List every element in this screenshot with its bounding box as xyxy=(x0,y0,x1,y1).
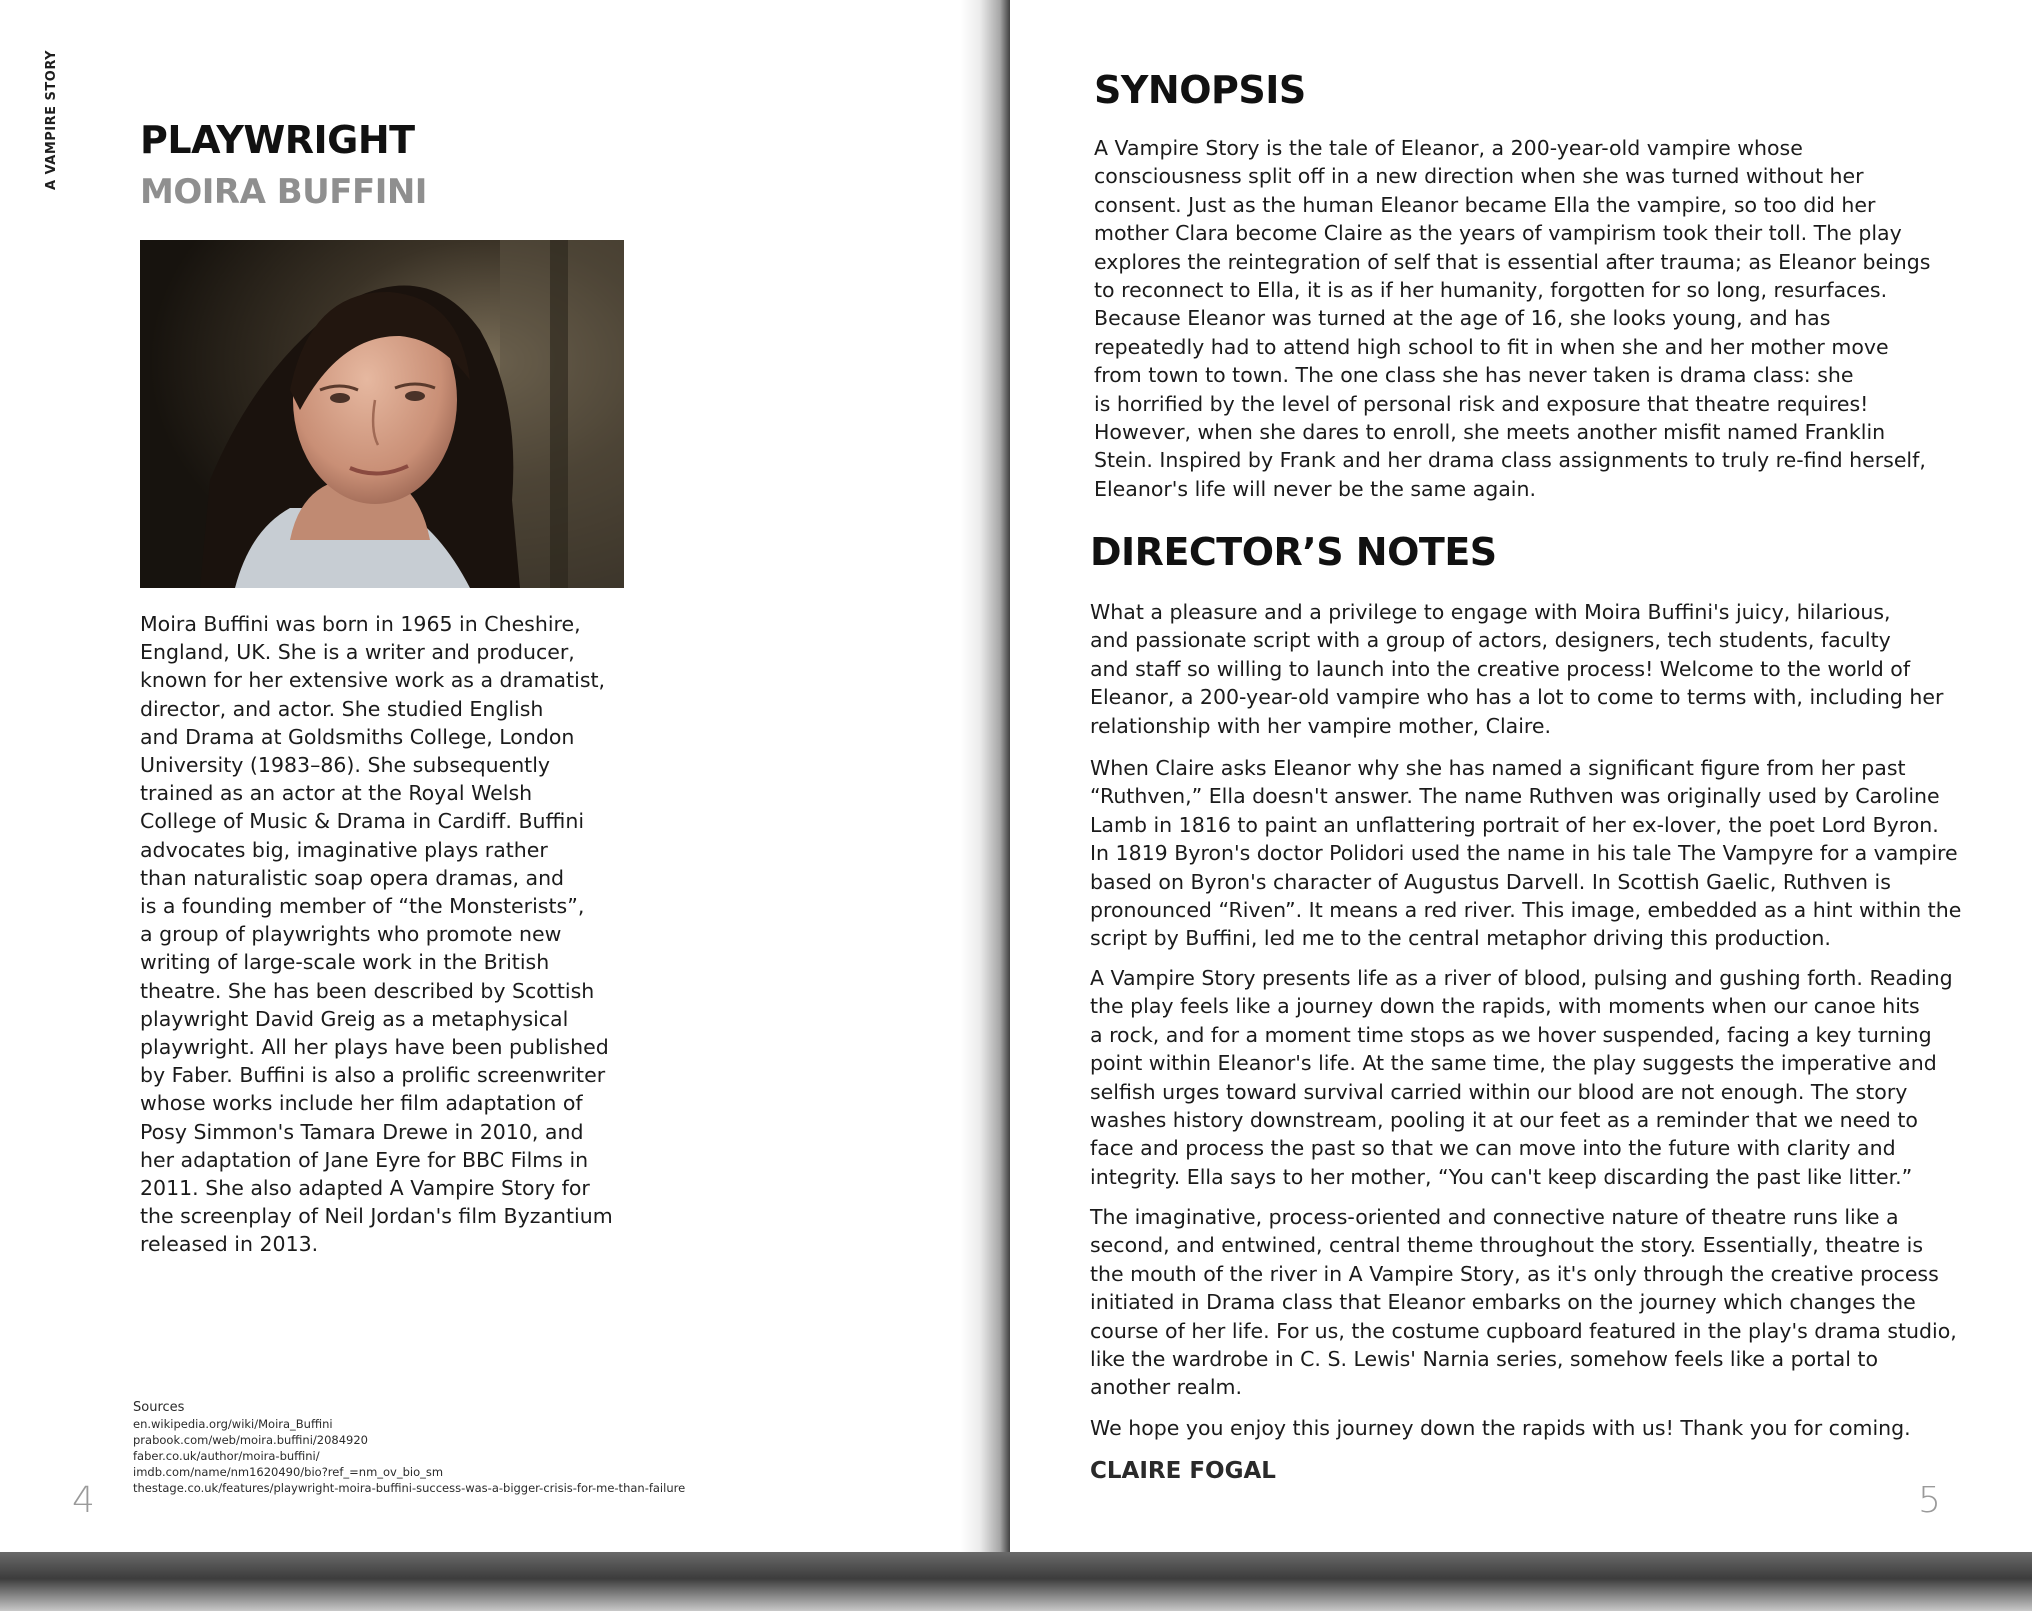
bio-line: a group of playwrights who promote new xyxy=(140,922,562,947)
synopsis-line: consent. Just as the human Eleanor became Ella the vampire, so too did her xyxy=(1094,192,1876,217)
notes-line: relationship with her vampire mother, Claire. xyxy=(1090,713,1552,738)
notes-line: washes history downstream, pooling it at our feet as a reminder that we need to xyxy=(1090,1108,1918,1133)
notes-line: like the wardrobe in C. S. Lewis' Narnia series, somehow feels like a portal to xyxy=(1090,1347,1878,1372)
bio-line: whose works include her film adaptation of xyxy=(140,1091,583,1116)
notes-line: another realm. xyxy=(1090,1375,1243,1400)
page-number-left: 4 xyxy=(72,1480,95,1521)
bio-line: advocates big, imaginative plays rather xyxy=(140,837,548,862)
synopsis-line: explores the reintegration of self that is essential after trauma; as Eleanor beings xyxy=(1094,249,1931,274)
synopsis-line: Stein. Inspired by Frank and her drama class assignments to truly re-find herself, xyxy=(1094,448,1926,473)
notes-line: and passionate script with a group of actors, designers, tech students, faculty xyxy=(1090,628,1891,653)
synopsis-line: to reconnect to Ella, it is as if her humanity, forgotten for so long, resurfaces. xyxy=(1094,278,1888,303)
bio-line: University (1983–86). She subsequently xyxy=(140,753,551,778)
bio-line: and Drama at Goldsmiths College, London xyxy=(140,724,575,749)
notes-line: the play feels like a journey down the rapids, with moments when our canoe hits xyxy=(1090,994,1920,1019)
notes-line: point within Eleanor's life. At the same time, the play suggests the imperative and xyxy=(1090,1051,1937,1076)
notes-line: initiated in Drama class that Eleanor embarks on the journey which changes the xyxy=(1090,1290,1916,1315)
bio-line: the screenplay of Neil Jordan's film Byzantium xyxy=(140,1204,613,1229)
bio-line: playwright. All her plays have been published xyxy=(140,1035,609,1060)
notes-line: In 1819 Byron's doctor Polidori used the name in his tale The Vampyre for a vampire xyxy=(1090,841,1958,866)
notes-line: selfish urges toward survival carried within our blood are not enough. The story xyxy=(1090,1079,1908,1104)
notes-line: The imaginative, process-oriented and connective nature of theatre runs like a xyxy=(1090,1205,1899,1229)
synopsis-line: Because Eleanor was turned at the age of 16, she looks young, and has xyxy=(1094,306,1831,331)
bio-line: theatre. She has been described by Scottish xyxy=(140,978,595,1003)
notes-line: integrity. Ella says to her mother, “You can't keep discarding the past like litter.” xyxy=(1090,1164,1913,1189)
bio-line: writing of large-scale work in the British xyxy=(140,950,550,975)
notes-line: based on Byron's character of Augustus Darvell. In Scottish Gaelic, Ruthven is xyxy=(1090,869,1891,894)
bio-line: by Faber. Buffini is also a prolific screenwriter xyxy=(140,1063,606,1088)
directors-notes-heading: DIRECTOR’S NOTES xyxy=(1090,530,1497,574)
bio-line: than naturalistic soap opera dramas, and xyxy=(140,865,565,890)
notes-line: Eleanor, a 200-year-old vampire who has a lot to come to terms with, including her xyxy=(1090,685,1944,710)
bio-line: England, UK. She is a writer and producer, xyxy=(140,640,575,665)
sources-list xyxy=(133,1400,685,1496)
playwright-portrait-photo xyxy=(140,240,624,588)
synopsis-line: consciousness split off in a new direction when she was turned without her xyxy=(1094,164,1864,189)
notes-line: pronounced “Riven”. It means a red river. This image, embedded as a hint within the xyxy=(1090,898,1962,923)
synopsis-text xyxy=(1094,134,1930,503)
notes-line: We hope you enjoy this journey down the rapids with us! Thank you for coming. xyxy=(1090,1416,1911,1440)
source-link: faber.co.uk/author/moira-buffini/ xyxy=(133,1449,320,1463)
notes-line: and staff so willing to launch into the creative process! Welcome to the world of xyxy=(1090,656,1911,681)
notes-line: A Vampire Story presents life as a river of blood, pulsing and gushing forth. Reading xyxy=(1090,966,1953,990)
source-link: imdb.com/name/nm1620490/bio?ref_=nm_ov_bio_sm xyxy=(133,1465,444,1479)
notes-line: When Claire asks Eleanor why she has named a significant figure from her past xyxy=(1090,756,1906,780)
synopsis-line: Eleanor's life will never be the same again. xyxy=(1094,476,1537,501)
playwright-heading: PLAYWRIGHT xyxy=(140,118,415,162)
bio-line: released in 2013. xyxy=(140,1232,319,1257)
synopsis-heading: SYNOPSIS xyxy=(1094,68,1306,112)
scan-bottom-edge xyxy=(0,1552,2032,1611)
bio-line: her adaptation of Jane Eyre for BBC Films in xyxy=(140,1147,589,1172)
synopsis-line: is horrified by the level of personal risk and exposure that theatre requires! xyxy=(1094,391,1869,416)
notes-line: Lamb in 1816 to paint an unflattering portrait of her ex-lover, the poet Lord Byron. xyxy=(1090,812,1939,837)
bio-line: Posy Simmon's Tamara Drewe in 2010, and xyxy=(140,1119,584,1144)
playwright-name: MOIRA BUFFINI xyxy=(140,172,427,212)
notes-line: the mouth of the river in A Vampire Story, as it's only through the creative process xyxy=(1090,1261,1939,1286)
notes-line: course of her life. For us, the costume cupboard featured in the play's drama studio, xyxy=(1090,1318,1957,1343)
playwright-bio xyxy=(140,610,630,1259)
bio-line: director, and actor. She studied English xyxy=(140,696,544,721)
bio-line: is a founding member of “the Monsterists”, xyxy=(140,894,585,919)
bio-line: College of Music & Drama in Cardiff. Buffini xyxy=(140,809,585,834)
synopsis-line: However, when she dares to enroll, she meets another misfit named Franklin xyxy=(1094,420,1886,445)
bio-line: trained as an actor at the Royal Welsh xyxy=(140,781,533,806)
gutter-shadow-left xyxy=(960,0,1010,1552)
notes-paragraph-1 xyxy=(1090,598,1943,740)
synopsis-line: from town to town. The one class she has never taken is drama class: she xyxy=(1094,363,1854,388)
notes-paragraph-5 xyxy=(1090,1414,1911,1442)
source-link: en.wikipedia.org/wiki/Moira_Buffini xyxy=(133,1417,333,1431)
running-head: A VAMPIRE STORY xyxy=(44,49,59,190)
bio-line: playwright David Greig as a metaphysical xyxy=(140,1006,569,1031)
bio-line: Moira Buffini was born in 1965 in Cheshire, xyxy=(140,612,581,636)
synopsis-line: repeatedly had to attend high school to fit in when she and her mother move xyxy=(1094,334,1889,359)
notes-paragraph-2 xyxy=(1090,754,1961,953)
source-link: prabook.com/web/moira.buffini/2084920 xyxy=(133,1433,368,1447)
notes-line: face and process the past so that we can move into the future with clarity and xyxy=(1090,1136,1896,1161)
notes-line: “Ruthven,” Ella doesn't answer. The name Ruthven was originally used by Caroline xyxy=(1090,784,1940,809)
notes-paragraph-4 xyxy=(1090,1203,1957,1402)
portrait-illustration xyxy=(140,240,624,588)
bio-line: known for her extensive work as a dramatist, xyxy=(140,668,606,693)
notes-line: script by Buffini, led me to the central metaphor driving this production. xyxy=(1090,926,1831,951)
director-signoff: CLAIRE FOGAL xyxy=(1090,1458,1276,1484)
source-link: thestage.co.uk/features/playwright-moira-buffini-success-was-a-bigger-crisis-for-me-than-failure xyxy=(133,1481,686,1495)
bio-line: 2011. She also adapted A Vampire Story for xyxy=(140,1176,590,1201)
notes-line: second, and entwined, central theme throughout the story. Essentially, theatre is xyxy=(1090,1233,1924,1258)
sources-title: Sources xyxy=(133,1400,185,1415)
left-page xyxy=(0,0,1010,1552)
page-number-right: 5 xyxy=(1918,1480,1941,1521)
notes-line: What a pleasure and a privilege to engage with Moira Buffini's juicy, hilarious, xyxy=(1090,600,1891,624)
notes-line: a rock, and for a moment time stops as we hover suspended, facing a key turning xyxy=(1090,1022,1932,1047)
synopsis-line: mother Clara become Claire as the years of vampirism took their toll. The play xyxy=(1094,221,1902,246)
synopsis-line: A Vampire Story is the tale of Eleanor, a 200-year-old vampire whose xyxy=(1094,136,1803,160)
notes-paragraph-3 xyxy=(1090,964,1953,1191)
